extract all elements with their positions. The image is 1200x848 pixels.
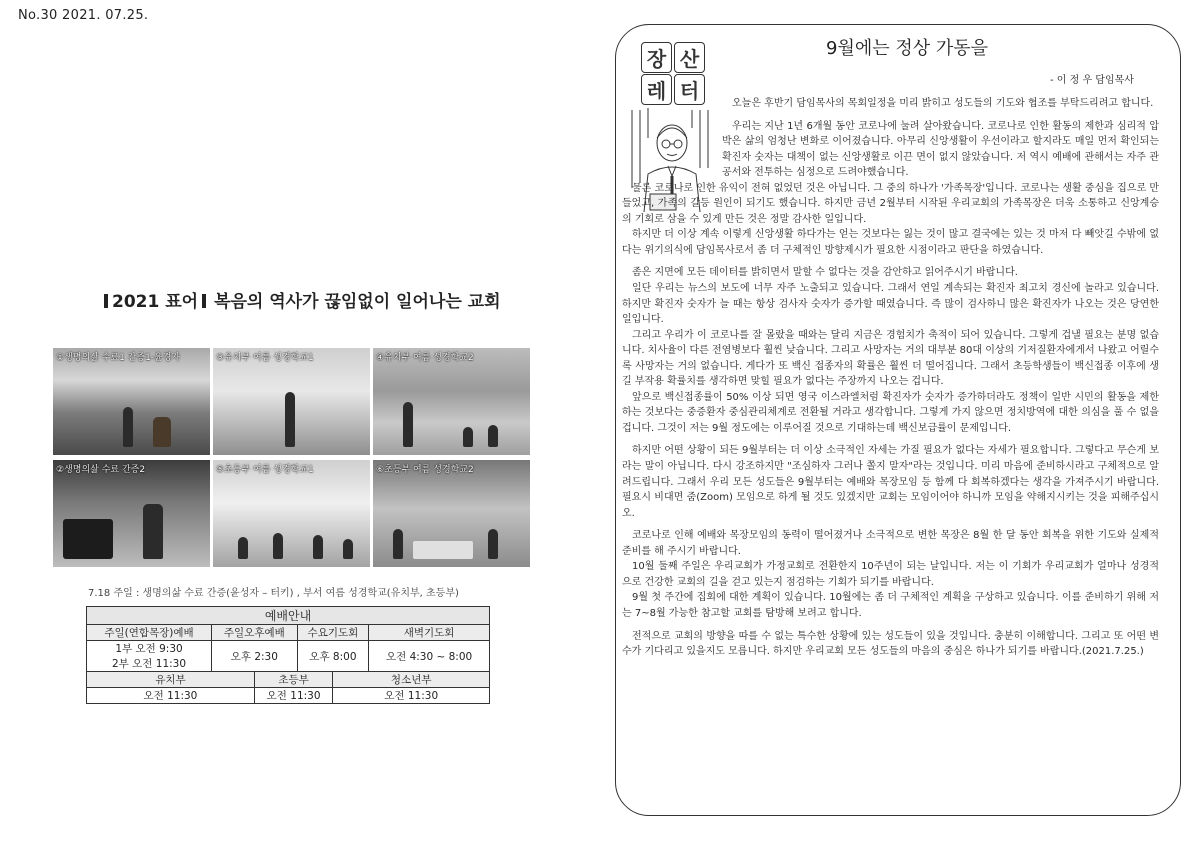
- dept-header: 초등부: [254, 672, 333, 688]
- letter-paragraph: 코로나로 인해 예배와 목장모임의 동력이 떨어졌거나 소극적으로 변한 목장은 8월 한 달 동안 회복을 위한 기도와 실제적 준비를 해 주시기 바랍니다.: [622, 530, 1159, 557]
- dept-value: 오전 11:30: [254, 688, 333, 704]
- person-figure: [393, 529, 403, 559]
- badge-char: 레: [641, 74, 672, 105]
- person-figure: [488, 425, 498, 447]
- letter-paragraph: 좀은 지면에 모든 데이터를 밝히면서 말할 수 없다는 것을 감안하고 읽어주시기 바랍니다.: [632, 267, 1018, 279]
- table: [413, 541, 473, 559]
- letter-paragraph: 10월 둘째 주일은 우리교회가 가정교회로 전환한지 10주년이 되는 날입니다. 저는 이 기회가 우리교회가 얼마나 성경적으로 건강한 교회의 길을 걷고 있는지 점검하는 기회가 되기를 바랍니다.: [622, 561, 1159, 588]
- photo-2: [53, 460, 210, 567]
- photo-4-caption: ④유치부 여름 성경학교2: [376, 353, 474, 363]
- letter-paragraph: 오늘은 후반기 담임목사의 목회일정을 미리 밝히고 성도들의 기도와 협조를 부탁드리려고 합니다.: [732, 98, 1154, 109]
- photo-6: [373, 460, 530, 567]
- schedule-value: 오전 4:30 ~ 8:00: [369, 641, 490, 672]
- letter-paragraph: 앞으로 백신접종률이 50% 이상 되면 영국 이스라엘처럼 확진자가 숫자가 증가하더라도 정책이 일반 시민의 활동을 제한하는 것보다는 중증환자 중심관리체계로 전환될 거라고 생각합니다. 그렇게 가지 않으면 정치방역에 대한 의심을 풀 수 없을 겁니다. 그것이 저는 9월 정도에는 이루어질 것으로 기대하는데 백신보급률이 문제입니다.: [622, 391, 1159, 434]
- photo-caption: 7.18 주일 : 생명의삶 수료 간증(윤성자 – 터키) , 부서 여름 성경학교(유치부, 초등부): [88, 588, 459, 599]
- person-figure: [403, 402, 413, 447]
- letter-paragraph: 하지만 더 이상 계속 이렇게 신앙생활 하다가는 얻는 것보다는 잃는 것이 많고 결국에는 있는 것 마저 다 빼앗길 수밖에 없다는 위기의식에 담임목사로서 좀 더 구체적인 방향제시가 필요한 시점이라고 판단을 하였습니다.: [622, 229, 1159, 256]
- letter-paragraph: 일단 우리는 뉴스의 보도에 너무 자주 노출되고 있습니다. 그래서 연일 계속되는 확진자 최고치 경신에 놀라고 있습니다. 하지만 확진자 숫자가 늘 때는 항상 검사자 숫자가 증가할 때였습니다. 즉 많이 검사하니 많은 확진자가 나오는 것은 당연한 일입니다.: [622, 283, 1159, 326]
- slogan-bar-left: [104, 294, 108, 308]
- person-figure: [343, 539, 353, 559]
- photo-3: [213, 348, 370, 455]
- schedule-value: 오후 8:00: [297, 641, 369, 672]
- schedule-header: 주일(연합목장)예배: [87, 625, 212, 641]
- letter-author: - 이 정 우 담임목사: [1050, 75, 1134, 86]
- slogan-prefix: 2021 표어: [112, 292, 199, 312]
- photo-1: [53, 348, 210, 455]
- person-figure: [143, 504, 163, 559]
- slogan-bar-right: [202, 294, 206, 308]
- photo-2-caption: ②생명의삶 수료 간증2: [56, 465, 146, 475]
- person-figure: [238, 537, 248, 559]
- slogan: [104, 287, 501, 312]
- letter-paragraph: 하지만 어떤 상황이 되든 9월부터는 더 이상 소극적인 자세는 가질 필요가 없다는 자세가 필요합니다. 그렇다고 무슨게 보라는 말이 아닙니다. 다시 강조하지만 "조심하자 그러나 쫄지 말자"라는 것입니다. 미리 마음에 준비하시라고 구체적으로 알려드립니다. 그래서 우리 모든 성도들은 9월부터는 예배와 목장모임 등 함께 다 회복하겠다는 생각을 가져주시기 바랍니다. 필요시 비대면 줌(Zoom) 모임으로 하게 될 것도 있겠지만 교회는 모임이어야 하니까 모임을 약해지시키는 것을 피해주십시오.: [622, 445, 1159, 519]
- letter-title: 9월에는 정상 가동을: [826, 38, 988, 59]
- letter-paragraph: 물론 코로나로 인한 유익이 전혀 없었던 것은 아닙니다. 그 중의 하나가 '가족목장'입니다. 코로나는 생활 중심을 집으로 만들었고, 가족의 갈등 원인이 되기도 했습니다. 하지만 금년 2월부터 시작된 우리교회의 가족목장은 더욱 소통하고 신앙계승의 기회로 삼을 수 있게 만든 것은 정말 감사한 일입니다.: [622, 182, 1159, 225]
- schedule-title: 예배안내: [87, 607, 490, 625]
- photo-grid: [53, 348, 530, 567]
- letter-paragraph: 우리는 지난 1년 6개월 동안 코로나에 눌려 살아왔습니다. 코로나로 인한 활동의 제한과 심리적 압박은 삶의 엄청난 변화로 이어졌습니다. 아무리 신앙생활이 우선이라고 할지라도 매일 먼저 확인되는 확진자 숫자는 대책이 없는 신앙생활로 이끈 면이 없지 않았습니다. 저 역시 예배에 관해서는 자주 관공서와 전투하는 심정으로 드려야했습니다.: [722, 120, 1159, 179]
- person-figure: [273, 533, 283, 559]
- person-figure: [285, 392, 295, 447]
- badge-char: 장: [641, 42, 672, 73]
- photo-5-caption: ⑤초등부 여름 성경학교1: [216, 465, 314, 475]
- schedule-value: [87, 641, 212, 672]
- schedule-header: 주일오후예배: [212, 625, 298, 641]
- letter-paragraph: 전적으로 교회의 방향을 따를 수 없는 특수한 상황에 있는 성도들이 있을 것입니다. 충분히 이해합니다. 그리고 또 어떤 변수가 기다리고 있을지도 모릅니다. 하지만 우리교회 모든 성도들의 마음의 중심은 하나가 되기를 바랍니다.(2021.7.25.): [622, 630, 1159, 658]
- schedule-value-line: 1부 오전 9:30: [115, 643, 183, 655]
- schedule-header: 새벽기도회: [369, 625, 490, 641]
- lectern: [153, 417, 171, 447]
- person-figure: [463, 427, 473, 447]
- person-figure: [123, 407, 133, 447]
- person-figure: [313, 535, 323, 559]
- worship-schedule-table: [86, 606, 490, 704]
- photo-5: [213, 460, 370, 567]
- letter-body: [622, 96, 1159, 660]
- schedule-header: 수요기도회: [297, 625, 369, 641]
- schedule-value-line: 2부 오전 11:30: [111, 658, 187, 670]
- slogan-text: 복음의 역사가 끊임없이 일어나는 교회: [214, 292, 501, 312]
- letter-paragraph: 9월 첫 주간에 집회에 대한 계획이 있습니다. 10월에는 좀 더 구체적인 계획을 구상하고 있습니다. 이를 준비하기 위해 저는 7~8월 가능한 참고할 교회를 탐방해 보려고 합니다.: [622, 592, 1159, 619]
- piano: [63, 519, 113, 559]
- dept-value: 오전 11:30: [333, 688, 490, 704]
- dept-value: 오전 11:30: [87, 688, 255, 704]
- photo-6-caption: ⑥초등부 여름 성경학교2: [376, 465, 474, 475]
- person-figure: [488, 529, 498, 559]
- issue-number: No.30 2021. 07.25.: [18, 8, 149, 23]
- badge-char: 터: [674, 74, 705, 105]
- letter-paragraph: 그리고 우리가 이 코로나를 잘 몰랐을 때와는 달리 지금은 경험치가 축적이 되어 있습니다. 그렇게 겁낼 필요는 분명 없습니다. 치사율이 다른 전염병보다 훨씬 낮습니다. 그리고 사망자는 거의 대부분 80대 이상의 기저질환자에게서 나왔고 어릴수록 사망자는 거의 없습니다. 게다가 또 백신 접종자의 확률은 훨씬 더 떨어집니다. 그래서 초등학생들이 백신접종 이후에 생길 부작용 확률치를 생각하면 맞힐 필요가 없다는 주장까지 나오는 겁니다.: [622, 329, 1159, 388]
- dept-header: 유치부: [87, 672, 255, 688]
- schedule-value: 오후 2:30: [212, 641, 298, 672]
- photo-1-caption: ①생명의삶 수료1 간증1-윤경자: [56, 353, 181, 363]
- photo-3-caption: ③유치부 여름 성경학교1: [216, 353, 314, 363]
- dept-header: 청소년부: [333, 672, 490, 688]
- photo-4: [373, 348, 530, 455]
- badge-char: 산: [674, 42, 705, 73]
